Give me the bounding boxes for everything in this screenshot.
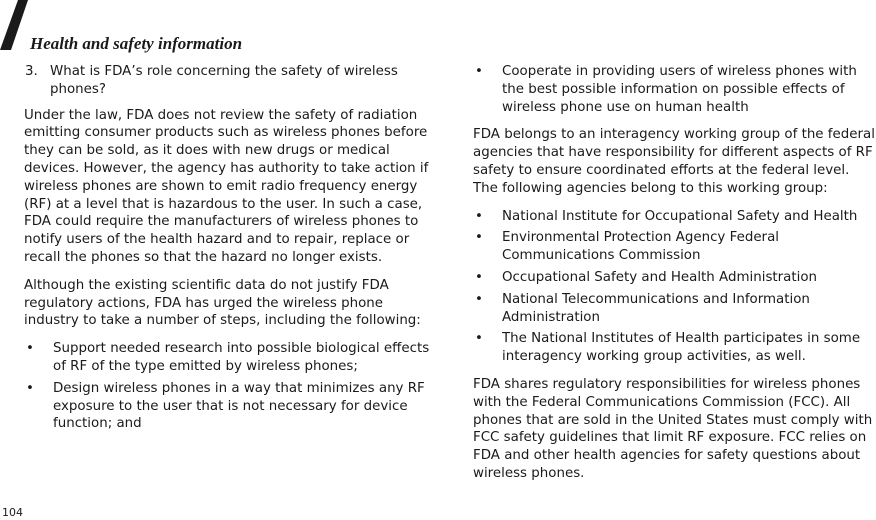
question-heading	[24, 63, 434, 99]
list-item-text: Environmental Protection Agency Federal Communications Commission	[502, 230, 779, 264]
list-item-text: Occupational Safety and Health Administration	[502, 269, 818, 285]
bullet-marker: •	[475, 331, 483, 347]
bullet-marker: •	[475, 230, 483, 246]
list-item-text: National Institute for Occupational Safety and Health	[502, 208, 858, 224]
list-item-text: Support needed research into possible biological effects of RF of the type emitted by wireless phones;	[53, 341, 430, 374]
bullet-list	[24, 340, 434, 433]
list-item	[24, 340, 434, 376]
list-item	[473, 229, 875, 265]
right-column	[473, 63, 875, 493]
list-item-text: The National Institutes of Health participates in some interagency working group activities, as well.	[502, 331, 861, 365]
bullet-marker: •	[26, 380, 34, 396]
list-item	[473, 208, 875, 226]
bullet-marker: •	[475, 64, 483, 79]
bullet-list	[473, 63, 875, 116]
list-item-text: Cooperate in providing users of wireless phones with the best possible information on possible effects of wireless phone use on human health	[502, 64, 857, 115]
question-number: 3.	[25, 64, 38, 79]
agency-list	[473, 208, 875, 366]
bullet-marker: •	[26, 341, 34, 357]
list-item-text: National Telecommunications and Information Administration	[502, 291, 810, 325]
list-item	[473, 330, 875, 366]
page-number: 104	[2, 506, 23, 519]
left-column	[24, 63, 434, 443]
paragraph: Although the existing scientific data do not justify FDA regulatory actions, FDA has urged the wireless phone industry to take a number of steps, including the following:	[24, 277, 421, 329]
paragraph: FDA belongs to an interagency working group of the federal agencies that have responsibility for different aspects of RF safety to ensure coordinated efforts at the federal level. The following agencies belong to this working group:	[473, 127, 875, 196]
question-text: What is FDA’s role concerning the safety of wireless phones?	[50, 64, 398, 97]
paragraph: FDA shares regulatory responsibilities for wireless phones with the Federal Communications Commission (FCC). All phones that are sold in the United States must comply with FCC safety guidelines that limit RF exposure. FCC relies on FDA and other health agencies for safety questions about wireless phones.	[473, 376, 873, 481]
list-item-text: Design wireless phones in a way that minimizes any RF exposure to the user that is not necessary for device function; and	[53, 380, 425, 432]
list-item	[473, 63, 875, 116]
list-item	[24, 380, 434, 433]
list-item	[473, 291, 875, 327]
page-header-title: Health and safety information	[30, 34, 243, 53]
paragraph: Under the law, FDA does not review the safety of radiation emitting consumer products such as wireless phones before they can be sold, as it does with new drugs or medical devices. However, the agency has authority to take action if wireless phones are shown to emit radio frequency energy (RF) at a level that is hazardous to the user. In such a case, FDA could require the manufacturers of wireless phones to notify users of the health hazard and to repair, replace or recall the phones so that the hazard no longer exists.	[24, 107, 429, 265]
bullet-marker: •	[475, 291, 483, 307]
list-item	[473, 269, 875, 287]
bullet-marker: •	[475, 208, 483, 224]
bullet-marker: •	[475, 269, 483, 285]
